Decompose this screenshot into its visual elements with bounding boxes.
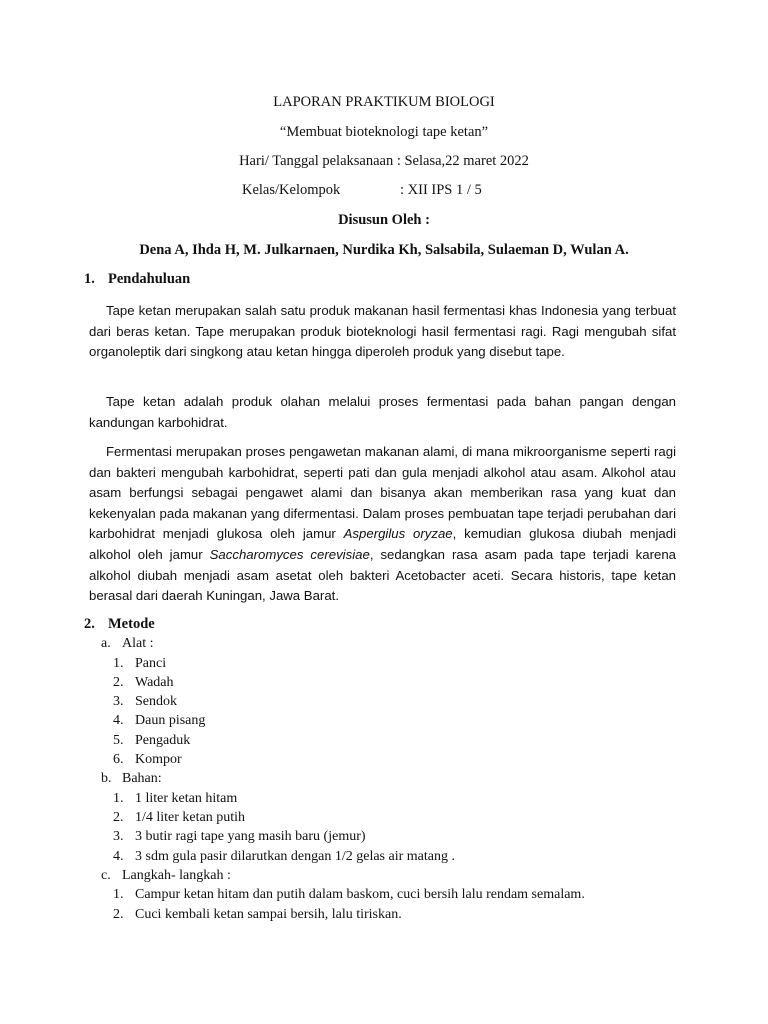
subsection-bahan xyxy=(101,771,162,787)
list-item: 4. 3 sdm gula pasir dilarutkan dengan 1/2 gelas air matang . xyxy=(113,849,455,864)
subsection-letter: a. xyxy=(101,636,111,651)
section-number: 2. xyxy=(84,616,95,632)
list-item: 1. Campur ketan hitam dan putih dalam baskom, cuci bersih lalu rendam semalam. xyxy=(113,887,585,902)
paragraph-3-part-a: Fermentasi merupakan proses pengawetan makanan alami, di mana mikroorganisme seperti ragi dan bakteri mengubah karbohidrat, seperti pati dan gula menjadi alkohol atau asam. Alkohol atau asam berfungsi sebagai pengawet alami dan bisanya akan memberikan rasa yang kuat dan kekenyalan pada makanan yang difermentasi. Dalam proses pembuatan tape terjadi perubahan dari karbohidrat menjadi glukosa oleh jamur xyxy=(89,444,676,542)
paragraph-1: Tape ketan merupakan salah satu produk makanan hasil fermentasi khas Indonesia yang terbuat dari beras ketan. Tape merupakan produk bioteknologi hasil fermentasi ragi. Ragi mengubah sifat organoleptik dari singkong atau ketan hingga diperoleh produk yang disebut tape. xyxy=(89,303,676,360)
list-item: 2. Cuci kembali ketan sampai bersih, lalu tiriskan. xyxy=(113,907,402,922)
subsection-label: Bahan: xyxy=(122,771,162,786)
list-item: 6. Kompor xyxy=(113,752,182,767)
list-item: 2. Wadah xyxy=(113,675,174,690)
disusun-heading: Disusun Oleh : xyxy=(338,212,430,228)
paragraph-3-part-b: , kemudian glukosa diubah menjadi alkohol oleh jamur xyxy=(89,526,676,562)
kelas-value: : XII IPS 1 / 5 xyxy=(400,182,482,198)
subsection-letter: c. xyxy=(101,868,111,883)
list-item: 5. Pengaduk xyxy=(113,733,191,748)
paragraph-2: Tape ketan adalah produk olahan melalui proses fermentasi pada bahan pangan dengan kandungan karbohidrat. xyxy=(89,394,676,430)
list-item: 4. Daun pisang xyxy=(113,713,206,728)
section-title: Metode xyxy=(108,616,155,632)
list-item: 1. Panci xyxy=(113,656,167,671)
list-item: 3. Sendok xyxy=(113,694,177,709)
section-number: 1. xyxy=(84,271,95,287)
section-heading-metode xyxy=(84,616,155,633)
authors-line: Dena A, Ihda H, M. Julkarnaen, Nurdika Kh, Salsabila, Sulaeman D, Wulan A. xyxy=(139,242,629,258)
report-title: LAPORAN PRAKTIKUM BIOLOGI xyxy=(273,94,495,110)
subsection-letter: b. xyxy=(101,771,112,786)
subsection-langkah xyxy=(101,868,231,884)
list-item: 3. 3 butir ragi tape yang masih baru (jemur) xyxy=(113,829,366,844)
subsection-alat xyxy=(101,636,154,652)
species-aspergilus: Aspergilus oryzae xyxy=(343,526,453,542)
kelas-row xyxy=(242,182,482,199)
report-subtitle: “Membuat bioteknologi tape ketan” xyxy=(279,124,489,140)
list-item: 2. 1/4 liter ketan putih xyxy=(113,810,246,825)
date-line: Hari/ Tanggal pelaksanaan : Selasa,22 maret 2022 xyxy=(239,153,529,169)
paragraph-3 xyxy=(89,442,676,607)
section-heading-pendahuluan xyxy=(84,271,190,288)
subsection-label: Langkah- langkah : xyxy=(122,868,231,883)
kelas-label: Kelas/Kelompok xyxy=(242,182,341,198)
species-saccharomyces: Saccharomyces cerevisiae xyxy=(209,546,370,562)
paragraph-3-part-c: , sedangkan rasa asam pada tape terjadi karena alkohol diubah menjadi asam asetat oleh bakteri Acetobacter aceti. Secara historis, tape ketan berasal dari daerah Kuningan, Jawa Barat. xyxy=(89,546,676,604)
subsection-label: Alat : xyxy=(122,636,154,651)
section-title: Pendahuluan xyxy=(108,271,191,287)
list-item: 1. 1 liter ketan hitam xyxy=(113,791,238,806)
